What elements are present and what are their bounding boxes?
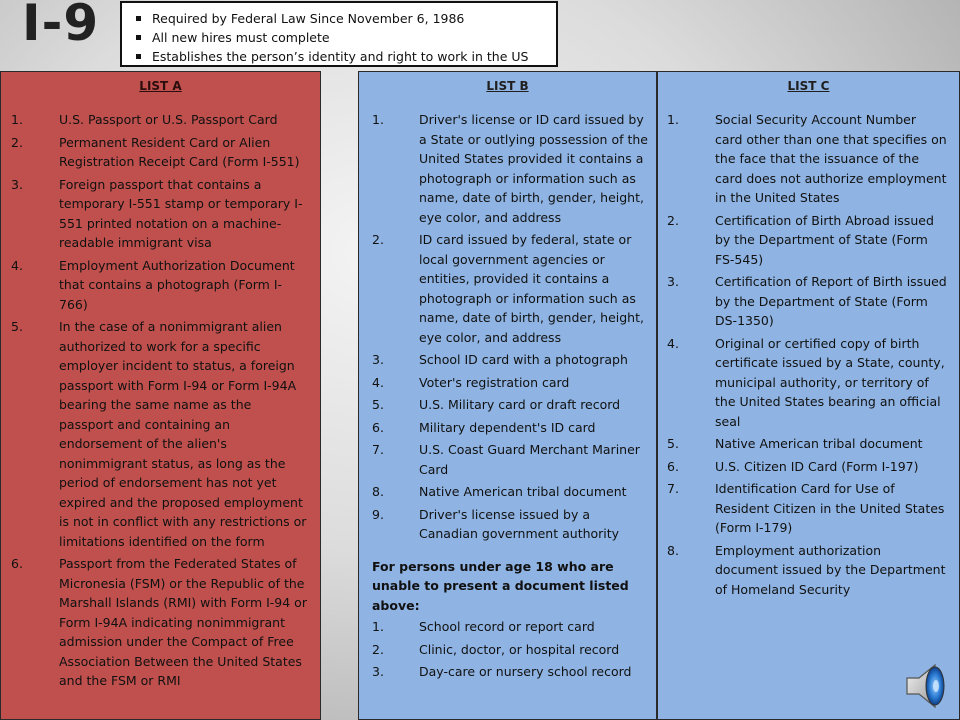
- intro-bullet: Establishes the person’s identity and right to work in the US: [130, 47, 548, 66]
- list-c-item: [658, 541, 959, 600]
- list-a-item: [1, 317, 320, 551]
- item-number: 7.: [667, 481, 679, 496]
- item-text: U.S. Military card or draft record: [419, 397, 621, 412]
- minor-heading: For persons under age 18 who are unable to present a document listed above:: [372, 558, 629, 613]
- list-a-item: [1, 554, 320, 691]
- item-text: Native American tribal document: [715, 436, 923, 451]
- speaker-icon[interactable]: [903, 660, 955, 712]
- item-number: 1.: [11, 112, 23, 127]
- item-number: 2.: [372, 641, 384, 657]
- item-text: In the case of a nonimmigrant alien authorized to work for a specific employer incident to status, a foreign passport with Form I-94 or Form I-94A bearing the same name as the passport and containing an endorsement of the alien's nonimmigrant status, as long as the period of endorsement has not yet expired and the proposed employment is not in conflict with any restrictions or limitations identified on the form: [59, 319, 307, 549]
- list-c-item: [658, 211, 959, 270]
- item-text: ID card issued by federal, state or local government agencies or entities, provided it contains a photograph or information such as name, date of birth, gender, height, eye color, and address: [419, 232, 644, 345]
- list-c-item: [658, 110, 959, 208]
- item-text: Driver's license issued by a Canadian government authority: [419, 506, 620, 541]
- list-c-item: [658, 334, 959, 432]
- item-number: 4.: [11, 257, 23, 273]
- item-number: 7.: [372, 442, 384, 457]
- item-text: U.S. Coast Guard Merchant Mariner Card: [419, 442, 640, 477]
- item-text: Native American tribal document: [419, 484, 627, 499]
- item-text: Clinic, doctor, or hospital record: [419, 641, 620, 657]
- item-text: Voter's registration card: [419, 374, 570, 390]
- item-number: 8.: [372, 484, 384, 499]
- item-number: 1.: [667, 112, 679, 127]
- list-c-item: [658, 479, 959, 538]
- item-text: Identification Card for Use of Resident Citizen in the United States (Form I-179): [715, 481, 945, 535]
- list-a-item: [1, 256, 320, 315]
- item-number: 5.: [667, 436, 679, 451]
- list-b-minor-item: [359, 640, 656, 660]
- intro-box: [120, 1, 558, 67]
- list-b-item: [359, 373, 656, 393]
- list-b-item: [359, 440, 656, 479]
- list-a-column: [0, 71, 321, 720]
- item-number: 8.: [667, 542, 679, 558]
- item-number: 1.: [372, 619, 384, 634]
- list-a-header: LIST A: [139, 79, 182, 93]
- intro-bullet: Required by Federal Law Since November 6, 1986: [130, 9, 548, 28]
- item-text: Social Security Account Number card other than one that specifies on the face that the issuance of the card does not authorize employment in the United States: [715, 112, 947, 205]
- item-text: Day-care or nursery school record: [419, 664, 632, 679]
- list-b-item: [359, 350, 656, 370]
- item-number: 6.: [667, 458, 679, 474]
- list-a-item: [1, 175, 320, 253]
- item-number: 3.: [372, 352, 384, 367]
- list-b-header: LIST B: [486, 79, 529, 93]
- list-b-minor-item: [359, 662, 656, 682]
- item-number: 6.: [11, 556, 23, 571]
- item-text: School ID card with a photograph: [419, 352, 628, 367]
- list-c-column: [657, 71, 960, 720]
- item-text: Employment Authorization Document that contains a photograph (Form I-766): [59, 257, 295, 312]
- list-c-header: LIST C: [787, 79, 830, 93]
- list-b-item: [359, 418, 656, 438]
- item-text: Employment authorization document issued by the Department of Homeland Security: [715, 542, 946, 597]
- list-b-column: [358, 71, 657, 720]
- item-number: 2.: [372, 232, 384, 247]
- item-number: 2.: [667, 212, 679, 228]
- item-number: 9.: [372, 506, 384, 522]
- slide-title: I-9: [22, 0, 100, 52]
- list-b-item: [359, 110, 656, 227]
- item-number: 2.: [11, 134, 23, 150]
- item-text: Certification of Report of Birth issued by the Department of State (Form DS-1350): [715, 274, 947, 328]
- item-number: 3.: [11, 176, 23, 192]
- list-c-item: [658, 272, 959, 331]
- item-number: 3.: [372, 664, 384, 679]
- list-a-item: [1, 110, 320, 130]
- list-b-item: [359, 230, 656, 347]
- list-b-minor-item: [359, 617, 656, 637]
- item-text: U.S. Citizen ID Card (Form I-197): [715, 458, 919, 474]
- item-text: Passport from the Federated States of Micronesia (FSM) or the Republic of the Marshall Islands (RMI) with Form I-94 or Form I-94A indicating nonimmigrant admission under the Compact of Free Association Between the United States and the FSM or RMI: [59, 556, 307, 688]
- item-number: 1.: [372, 112, 384, 127]
- item-text: Certification of Birth Abroad issued by the Department of State (Form FS-545): [715, 212, 934, 267]
- item-number: 5.: [11, 319, 23, 334]
- item-number: 5.: [372, 397, 384, 412]
- list-a-item: [1, 133, 320, 172]
- item-text: U.S. Passport or U.S. Passport Card: [59, 112, 278, 127]
- item-text: Driver's license or ID card issued by a State or outlying possession of the United States provided it contains a photograph or information such as name, date of birth, gender, height, eye color, and address: [419, 112, 648, 225]
- item-text: Military dependent's ID card: [419, 419, 596, 435]
- item-number: 4.: [372, 374, 384, 390]
- item-number: 3.: [667, 274, 679, 289]
- list-b-item: [359, 395, 656, 415]
- list-b-item: [359, 505, 656, 544]
- item-text: Original or certified copy of birth certificate issued by a State, county, municipal authority, or territory of the United States bearing an official seal: [715, 335, 945, 429]
- item-number: 4.: [667, 335, 679, 351]
- item-text: Permanent Resident Card or Alien Registration Receipt Card (Form I-551): [59, 134, 300, 169]
- item-text: Foreign passport that contains a temporary I-551 stamp or temporary I-551 printed notation on a machine-readable immigrant visa: [59, 176, 303, 250]
- item-number: 6.: [372, 419, 384, 435]
- list-c-item: [658, 434, 959, 454]
- list-b-item: [359, 482, 656, 502]
- list-c-item: [658, 457, 959, 477]
- item-text: School record or report card: [419, 619, 595, 634]
- intro-bullet: All new hires must complete: [130, 28, 548, 47]
